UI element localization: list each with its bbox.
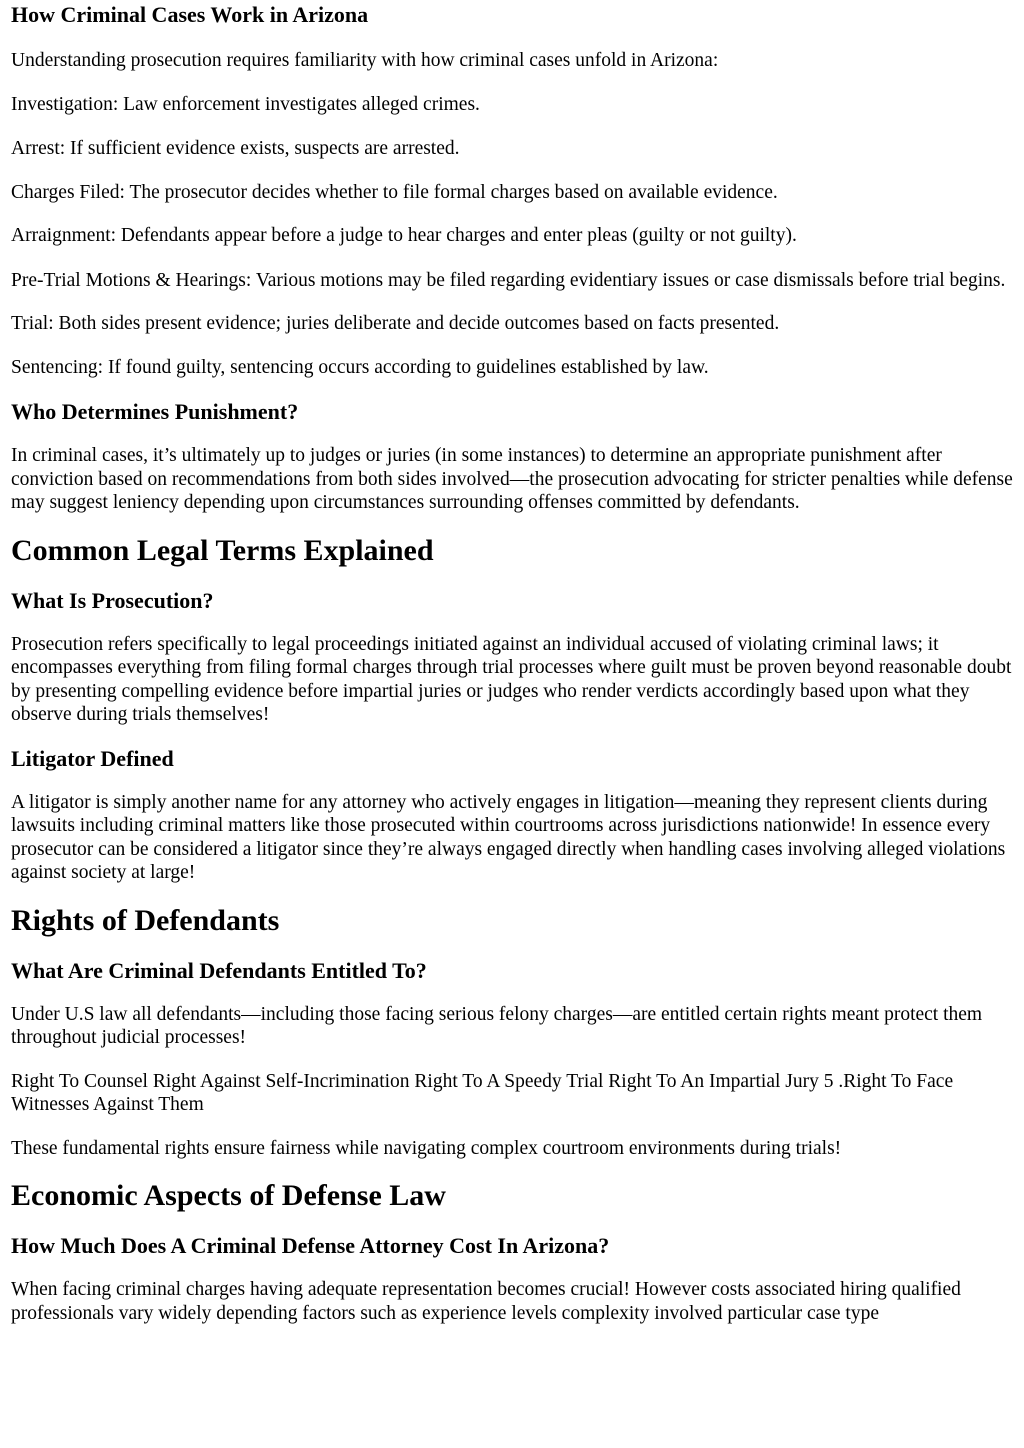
heading-rights-of-defendants: Rights of Defendants bbox=[11, 903, 280, 937]
paragraph-step-pretrial: Pre-Trial Motions & Hearings: Various motions may be filed regarding evidentiary issues or case dismissals before trial begins. bbox=[11, 269, 1006, 291]
paragraph-step-sentencing: Sentencing: If found guilty, sentencing occurs according to guidelines established by law. bbox=[11, 356, 709, 378]
heading-what-is-prosecution: What Is Prosecution? bbox=[11, 587, 214, 613]
heading-who-determines-punishment: Who Determines Punishment? bbox=[11, 399, 299, 424]
paragraph-step-trial: Trial: Both sides present evidence; juries deliberate and decide outcomes based on facts presented. bbox=[11, 313, 780, 334]
heading-defendants-entitled-to: What Are Criminal Defendants Entitled To? bbox=[11, 957, 427, 983]
paragraph-rights-intro: Under U.S law all defendants—including those facing serious felony charges—are entitled certain rights meant protect them throughout judicial processes! bbox=[11, 1003, 983, 1048]
paragraph-step-arrest: Arrest: If sufficient evidence exists, suspects are arrested. bbox=[11, 138, 460, 159]
heading-economic-aspects: Economic Aspects of Defense Law bbox=[11, 1179, 446, 1212]
paragraph-prosecution: Prosecution refers specifically to legal proceedings initiated against an individual accused of violating criminal laws; it encompasses everything from filing formal charges through trial processes where guilt must be proven beyond reasonable doubt by presenting compelling evidence before impartial juries or judges who render verdicts accordingly based upon what they observe during trials themselves! bbox=[11, 633, 1012, 725]
paragraph-economics: When facing criminal charges having adequate representation becomes crucial! However costs associated hiring qualified professionals vary widely depending factors such as experience levels complexity involved particular case type bbox=[11, 1279, 961, 1324]
heading-defense-attorney-cost: How Much Does A Criminal Defense Attorney Cost In Arizona? bbox=[11, 1233, 610, 1258]
paragraph-rights-list: Right To Counsel Right Against Self-Incrimination Right To A Speedy Trial Right To An Impartial Jury 5 .Right To Face Witnesses Against Them bbox=[11, 1070, 954, 1115]
paragraph-step-arraignment: Arraignment: Defendants appear before a judge to hear charges and enter pleas (guilty or not guilty). bbox=[11, 225, 797, 246]
paragraph-step-investigation: Investigation: Law enforcement investigates alleged crimes. bbox=[11, 93, 480, 115]
heading-how-criminal-cases-work: How Criminal Cases Work in Arizona bbox=[11, 2, 369, 27]
paragraph-cases-intro: Understanding prosecution requires familiarity with how criminal cases unfold in Arizona: bbox=[11, 50, 719, 71]
paragraph-punishment: In criminal cases, it’s ultimately up to judges or juries (in some instances) to determine an appropriate punishment after conviction based on recommendations from both sides involved—the prosecution advocating for stricter penalties while defense may suggest leniency depending upon circumstances surrounding offenses committed by defendants. bbox=[11, 445, 1013, 513]
heading-litigator-defined: Litigator Defined bbox=[11, 745, 174, 771]
paragraph-step-charges-filed: Charges Filed: The prosecutor decides whether to file formal charges based on available evidence. bbox=[11, 181, 778, 203]
paragraph-litigator: A litigator is simply another name for any attorney who actively engages in litigation—meaning they represent clients during lawsuits including criminal matters like those prosecuted within courtrooms across jurisdictions nationwide! In essence every prosecutor can be considered a litigator since they’re always engaged directly when handling cases involving alleged violations against society at large! bbox=[11, 791, 1006, 883]
heading-common-legal-terms: Common Legal Terms Explained bbox=[11, 533, 434, 567]
paragraph-rights-closing: These fundamental rights ensure fairness while navigating complex courtroom environments during trials! bbox=[11, 1137, 842, 1159]
